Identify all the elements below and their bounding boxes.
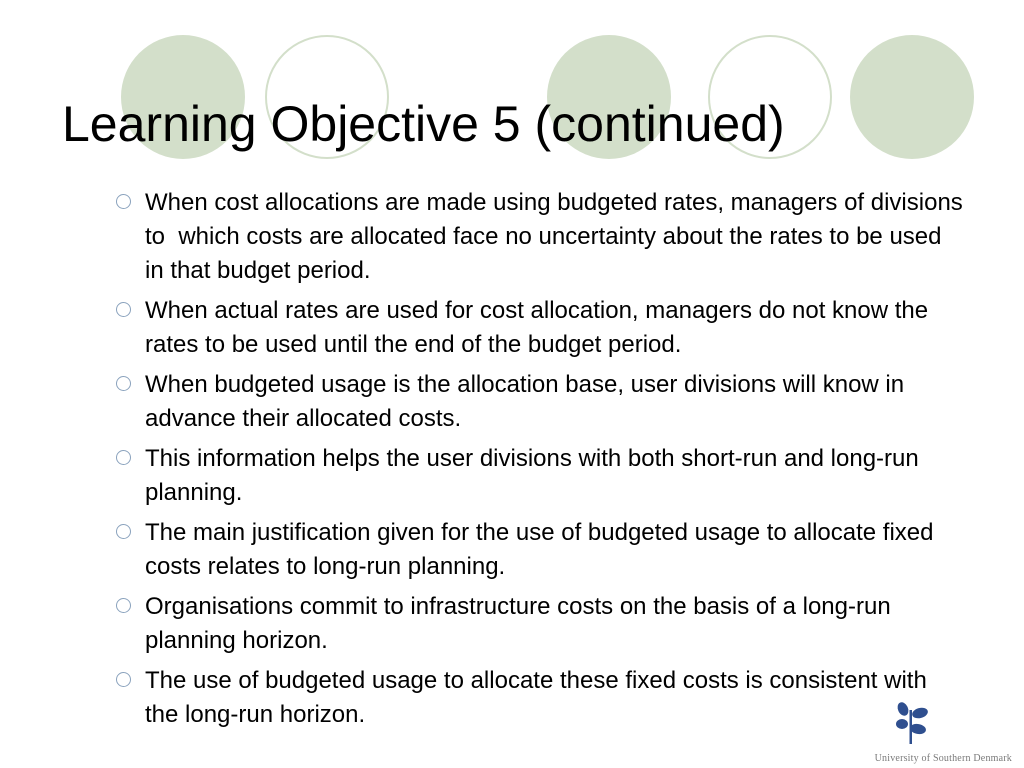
- circle-bullet-icon: [116, 302, 131, 317]
- bullet-list: [113, 186, 970, 738]
- university-logo: [822, 700, 1012, 764]
- decorative-circle: [850, 35, 974, 159]
- bullet-item: [113, 294, 963, 362]
- bullet-item: [113, 590, 963, 658]
- logo-text: University of Southern Denmark: [874, 753, 1012, 764]
- bullet-text: The use of budgeted usage to allocate these fixed costs is consistent with the long-run horizon.: [145, 667, 934, 728]
- bullet-text: The main justification given for the use of budgeted usage to allocate fixed costs relates to long-run planning.: [145, 519, 941, 580]
- bullet-text: Organisations commit to infrastructure costs on the basis of a long-run planning horizon.: [145, 593, 898, 654]
- bullet-item: [113, 368, 963, 436]
- flower-logo-icon: [892, 700, 932, 744]
- bullet-item: [113, 516, 963, 584]
- bullet-text: When actual rates are used for cost allocation, managers do not know the rates to be used until the end of the budget period.: [145, 297, 935, 358]
- circle-bullet-icon: [116, 598, 131, 613]
- bullet-item: [113, 442, 963, 510]
- bullet-item: [113, 186, 970, 288]
- circle-bullet-icon: [116, 194, 131, 209]
- bullet-text: When budgeted usage is the allocation base, user divisions will know in advance their allocated costs.: [145, 371, 911, 432]
- circle-bullet-icon: [116, 672, 131, 687]
- circle-bullet-icon: [116, 524, 131, 539]
- slide-title: Learning Objective 5 (continued): [62, 96, 785, 152]
- circle-bullet-icon: [116, 450, 131, 465]
- bullet-text: This information helps the user divisions with both short-run and long-run planning.: [145, 445, 926, 506]
- bullet-text: When cost allocations are made using budgeted rates, managers of divisions to which costs are allocated face no uncertainty about the rates to be used in that budget period.: [145, 189, 970, 284]
- circle-bullet-icon: [116, 376, 131, 391]
